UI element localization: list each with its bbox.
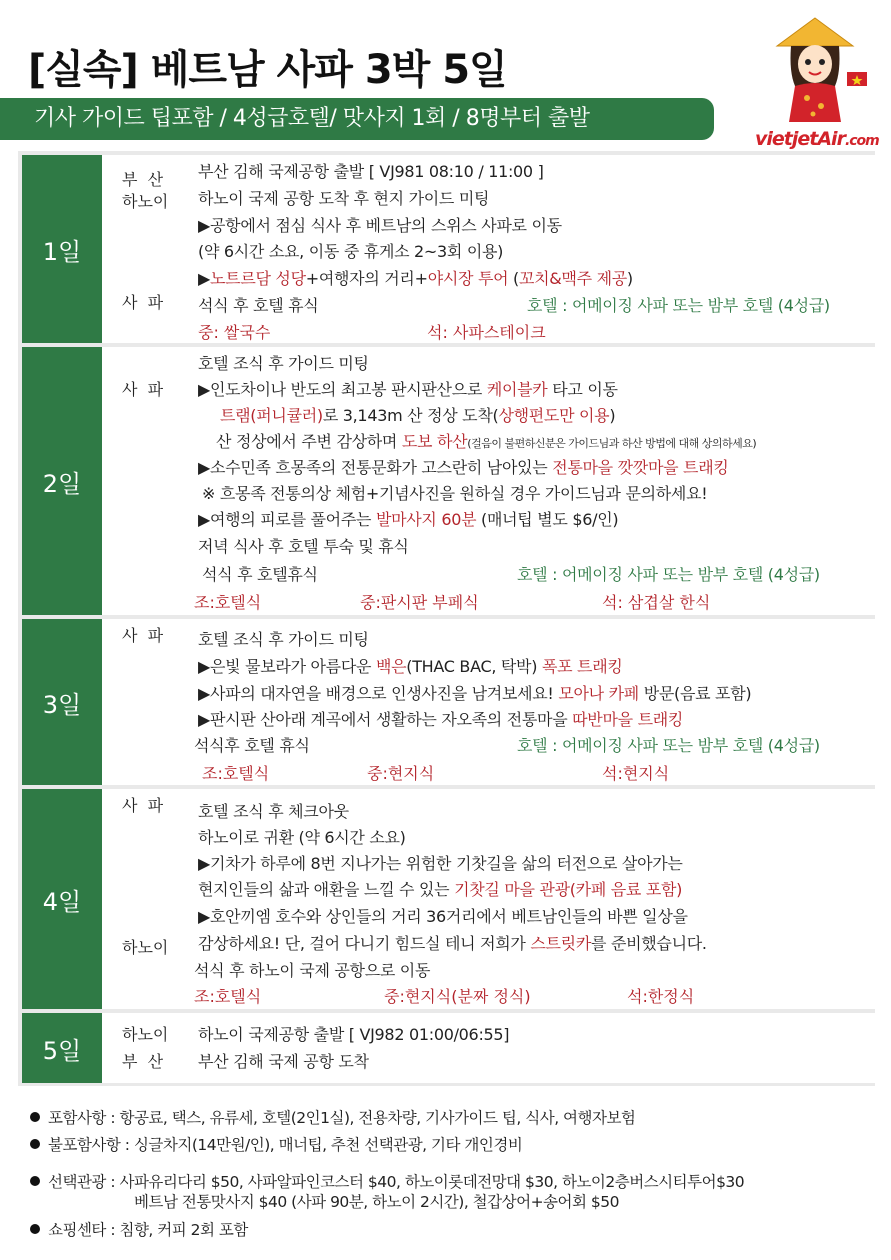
text-segment: ) bbox=[626, 269, 633, 288]
highlight-text: 노트르담 성당 bbox=[210, 269, 306, 288]
place-label: 부 산 bbox=[122, 1052, 164, 1071]
note-shopping bbox=[30, 1218, 248, 1240]
rest-line: 석식 후 호텔 휴식 bbox=[198, 296, 319, 315]
note-optional-tours-cont bbox=[134, 1190, 619, 1212]
note-excluded bbox=[30, 1133, 522, 1155]
itinerary-line: 석식 후 하노이 국제 공항으로 이동 bbox=[194, 961, 431, 980]
itinerary-line bbox=[198, 681, 751, 704]
itinerary-line: 부산 김해 국제공항 출발 [ VJ981 08:10 / 11:00 ] bbox=[198, 162, 544, 181]
bullet-icon bbox=[30, 1224, 40, 1234]
note-text: 베트남 전통맛사지 $40 (사파 90분, 하노이 2시간), 철갑상어+송어회 $50 bbox=[134, 1193, 619, 1211]
rest-line: 석식 후 호텔휴식 bbox=[202, 565, 318, 584]
itinerary-line: 저녁 식사 후 호텔 투숙 및 휴식 bbox=[198, 537, 409, 556]
highlight-text: 전통마을 깟깟마을 트래킹 bbox=[552, 458, 729, 477]
place-label: 사 파 bbox=[122, 796, 164, 815]
text-segment: 산 정상에서 주변 감상하며 bbox=[216, 432, 402, 451]
day-content bbox=[102, 619, 875, 785]
text-segment: ▶판시판 산아래 계곡에서 생활하는 자오족의 전통마을 bbox=[198, 710, 573, 729]
day-label: 1일 bbox=[22, 155, 102, 343]
itinerary-line: 하노이로 귀환 (약 6시간 소요) bbox=[198, 828, 406, 847]
text-segment: ▶여행의 피로를 풀어주는 bbox=[198, 510, 376, 529]
bullet-icon bbox=[30, 1139, 40, 1149]
itinerary-line: ▶기차가 하루에 8번 지나가는 위험한 기찻길을 삶의 터전으로 살아가는 bbox=[198, 854, 683, 873]
small-note: (걸음이 불편하신분은 가이드님과 하산 방법에 대해 상의하세요) bbox=[467, 437, 757, 450]
itinerary-line: (약 6시간 소요, 이동 중 휴게소 2~3회 이용) bbox=[198, 242, 504, 261]
itinerary-line: 하노이 국제공항 출발 [ VJ982 01:00/06:55] bbox=[198, 1025, 510, 1044]
highlight-text: 발마사지 60분 bbox=[375, 510, 477, 529]
highlight-text: 기찻길 마을 관광(카페 음료 포함) bbox=[454, 880, 683, 899]
day-label: 4일 bbox=[22, 789, 102, 1009]
text-segment: 타고 이동 bbox=[547, 380, 618, 399]
note-text: 쇼핑센타 : 침향, 커피 2회 포함 bbox=[48, 1221, 248, 1239]
logo-suffix-text: .com bbox=[844, 133, 879, 149]
highlight-text: 케이블카 bbox=[486, 380, 548, 399]
place-label: 하노이 bbox=[122, 938, 169, 957]
text-segment: +여행자의 거리+ bbox=[305, 269, 428, 288]
place-label: 사 파 bbox=[122, 626, 164, 645]
day-content bbox=[102, 155, 875, 343]
meal-lunch: 중: 쌀국수 bbox=[198, 323, 271, 342]
itinerary-line: ▶호안끼엠 호수와 상인들의 거리 36거리에서 베트남인들의 바쁜 일상을 bbox=[198, 907, 688, 926]
page-title: [실속] 베트남 사파 3박 5일 bbox=[28, 47, 507, 93]
subtitle-banner: 기사 가이드 팁포함 / 4성급호텔/ 맛사지 1회 / 8명부터 출발 bbox=[18, 98, 714, 140]
itinerary-line: ▶공항에서 점심 식사 후 베트남의 스위스 사파로 이동 bbox=[198, 216, 562, 235]
itinerary-table bbox=[18, 151, 875, 1086]
text-segment: 현지인들의 삶과 애환을 느낄 수 있는 bbox=[198, 880, 455, 899]
rest-line: 석식후 호텔 휴식 bbox=[194, 736, 310, 755]
itinerary-line bbox=[198, 931, 707, 954]
text-segment: 로 3,143m 산 정상 도착 bbox=[322, 406, 493, 425]
itinerary-line bbox=[198, 377, 618, 400]
place-label: 하노이 bbox=[122, 192, 169, 211]
logo-main-text: vietjetAir bbox=[755, 128, 845, 150]
meal-breakfast: 조:호텔식 bbox=[194, 987, 262, 1006]
meal-dinner: 석: 사파스테이크 bbox=[427, 323, 546, 342]
text-segment: ▶소수민족 흐몽족의 전통문화가 고스란히 남아있는 bbox=[198, 458, 553, 477]
text-segment: ▶인도차이나 반도의 최고봉 판시판산으로 bbox=[198, 380, 487, 399]
day-label: 5일 bbox=[22, 1013, 102, 1083]
place-label: 사 파 bbox=[122, 380, 164, 399]
meal-lunch: 중:현지식(분짜 정식) bbox=[384, 987, 531, 1006]
itinerary-line: 호텔 조식 후 가이드 미팅 bbox=[198, 630, 369, 649]
itinerary-line bbox=[198, 877, 682, 900]
text-segment: 를 준비했습니다. bbox=[591, 934, 707, 953]
meal-dinner: 석:현지식 bbox=[602, 764, 670, 783]
hotel-info: 호텔 : 어메이징 사파 또는 밤부 호텔 (4성급) bbox=[527, 296, 830, 315]
place-label: 사 파 bbox=[122, 293, 164, 312]
text-segment: (매너팁 별도 $6/인) bbox=[476, 510, 619, 529]
text-segment: (THAC BAC, 탁박) bbox=[406, 657, 542, 676]
itinerary-line: ※ 흐몽족 전통의상 체험+기념사진을 원하실 경우 가이드님과 문의하세요! bbox=[202, 484, 708, 503]
itinerary-line bbox=[198, 507, 618, 530]
day-3-row bbox=[18, 619, 875, 785]
meal-lunch: 중:현지식 bbox=[367, 764, 435, 783]
itinerary-line bbox=[198, 707, 683, 730]
text-segment: ▶은빛 물보라가 아름다운 bbox=[198, 657, 376, 676]
text-segment: ( bbox=[508, 269, 519, 288]
bullet-icon bbox=[30, 1112, 40, 1122]
note-included bbox=[30, 1106, 635, 1128]
itinerary-line: 부산 김해 국제 공항 도착 bbox=[198, 1052, 369, 1071]
itinerary-line: 호텔 조식 후 체크아웃 bbox=[198, 802, 349, 821]
meal-breakfast: 조:호텔식 bbox=[194, 593, 262, 612]
itinerary-line: 하노이 국제 공항 도착 후 현지 가이드 미팅 bbox=[198, 189, 490, 208]
meal-dinner: 석: 삼겹살 한식 bbox=[602, 593, 711, 612]
meal-dinner: 석:한정식 bbox=[627, 987, 695, 1006]
day-4-row bbox=[18, 789, 875, 1009]
vietjet-logo-text bbox=[755, 128, 879, 150]
note-text: 포함사항 : 항공료, 택스, 유류세, 호텔(2인1실), 전용차량, 기사가이드 팁, 식사, 여행자보험 bbox=[48, 1109, 636, 1127]
text-segment: ▶ bbox=[198, 269, 211, 288]
highlight-text: 따반마을 트래킹 bbox=[572, 710, 684, 729]
text-segment: ) bbox=[609, 406, 616, 425]
day-content bbox=[102, 347, 875, 615]
note-text: 불포함사항 : 싱글차지(14만원/인), 매너팁, 추천 선택관광, 기타 개인경비 bbox=[48, 1136, 523, 1154]
text-segment: 방문(음료 포함) bbox=[638, 684, 752, 703]
meal-breakfast: 조:호텔식 bbox=[202, 764, 270, 783]
mascot-girl-icon bbox=[755, 16, 875, 128]
note-text: 선택관광 : 사파유리다리 $50, 사파알파인코스터 $40, 하노이롯데전망대 $30, 하노이2층버스시티투어$30 bbox=[48, 1173, 745, 1191]
itinerary-line bbox=[220, 403, 615, 426]
highlight-text: 폭포 트래킹 bbox=[541, 657, 623, 676]
day-content bbox=[102, 1013, 875, 1083]
text-segment: ▶사파의 대자연을 배경으로 인생사진을 남겨보세요! bbox=[198, 684, 559, 703]
note-optional-tours bbox=[30, 1170, 744, 1192]
hotel-info: 호텔 : 어메이징 사파 또는 밤부 호텔 (4성급) bbox=[517, 565, 820, 584]
text-segment: ( bbox=[492, 406, 499, 425]
day-5-row bbox=[18, 1013, 875, 1083]
itinerary-line bbox=[198, 654, 623, 677]
highlight-text: 상행편도만 이용 bbox=[498, 406, 610, 425]
day-label: 3일 bbox=[22, 619, 102, 785]
itinerary-line bbox=[198, 266, 633, 289]
vietjet-logo bbox=[755, 16, 879, 150]
day-2-row bbox=[18, 347, 875, 615]
day-1-row bbox=[18, 155, 875, 343]
highlight-text: 스트릿카 bbox=[530, 934, 591, 953]
itinerary-line: 호텔 조식 후 가이드 미팅 bbox=[198, 354, 369, 373]
highlight-text: 야시장 투어 bbox=[427, 269, 509, 288]
day-label: 2일 bbox=[22, 347, 102, 615]
itinerary-line bbox=[198, 455, 729, 478]
day-content bbox=[102, 789, 875, 1009]
highlight-text: 백은 bbox=[375, 657, 407, 676]
text-segment: 감상하세요! 단, 걸어 다니기 힘드실 테니 저희가 bbox=[198, 934, 531, 953]
place-label: 부 산 bbox=[122, 170, 164, 189]
highlight-text: 트램(퍼니큘러) bbox=[220, 406, 323, 425]
highlight-text: 모아나 카페 bbox=[558, 684, 639, 703]
itinerary-line bbox=[216, 429, 756, 452]
meal-lunch: 중:판시판 부페식 bbox=[360, 593, 479, 612]
highlight-text: 꼬치&맥주 제공 bbox=[519, 269, 627, 288]
bullet-icon bbox=[30, 1176, 40, 1186]
place-label: 하노이 bbox=[122, 1025, 169, 1044]
hotel-info: 호텔 : 어메이징 사파 또는 밤부 호텔 (4성급) bbox=[517, 736, 820, 755]
highlight-text: 도보 하산 bbox=[401, 432, 468, 451]
